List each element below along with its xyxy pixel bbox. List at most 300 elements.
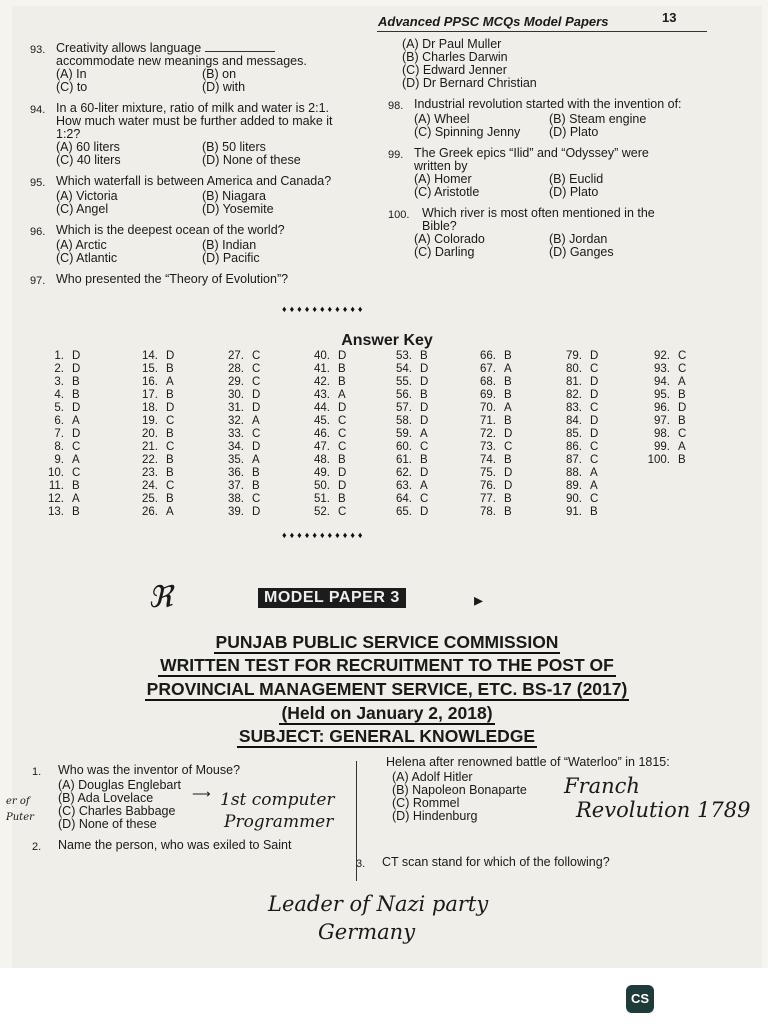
answer-key-number: 16. <box>142 376 158 388</box>
answer-key-letter: B <box>504 493 512 505</box>
answer-key-entry <box>466 389 518 402</box>
answer-key-entry <box>640 350 692 363</box>
answer-key-letter: C <box>338 428 347 440</box>
answer-key-letter: C <box>72 441 81 453</box>
answer-key-number: 56. <box>396 389 412 401</box>
header-rule <box>377 31 707 32</box>
answer-key-number: 46. <box>314 428 330 440</box>
answer-key-letter: B <box>166 467 174 479</box>
answer-key-entry <box>552 506 604 519</box>
answer-key-entry <box>466 428 518 441</box>
answer-key-letter: C <box>252 350 261 362</box>
answer-key-entry <box>382 363 434 376</box>
heading-held-on: (Held on January 2, 2018) <box>281 703 493 723</box>
answer-key-number: 73. <box>480 441 496 453</box>
answer-key-entry <box>214 363 266 376</box>
answer-key-entry <box>34 467 86 480</box>
answer-key-entry <box>382 376 434 389</box>
answer-key-letter: C <box>338 506 347 518</box>
answer-key-letter: C <box>72 467 81 479</box>
mp-q1-options: (A) Douglas Englebart (B) Ada Lovelace (C) Charles Babbage (D) None of these <box>58 778 181 831</box>
answer-key-entry <box>640 363 692 376</box>
answer-key-letter: B <box>252 467 260 479</box>
answer-key-number: 87. <box>566 454 582 466</box>
answer-key-entry <box>552 363 604 376</box>
heading-commission: PUNJAB PUBLIC SERVICE COMMISSION <box>215 632 559 652</box>
answer-key-entry <box>214 506 266 519</box>
answer-key-number: 41. <box>314 363 330 375</box>
answer-key-letter: D <box>338 350 347 362</box>
answer-key-letter: C <box>252 376 261 388</box>
handwriting-programmer: Programmer <box>224 812 334 832</box>
answer-key-number: 93. <box>654 363 670 375</box>
answer-key-entry <box>552 428 604 441</box>
answer-key-entry <box>382 402 434 415</box>
answer-key-entry <box>128 350 180 363</box>
answer-key-entry <box>300 428 352 441</box>
answer-key-entry <box>214 441 266 454</box>
answer-key-entry <box>214 454 266 467</box>
answer-key-title: Answer Key <box>341 332 433 349</box>
answer-key-number: 9. <box>54 454 64 466</box>
answer-key-letter: D <box>252 506 261 518</box>
answer-key-entry <box>300 363 352 376</box>
answer-key-number: 60. <box>396 441 412 453</box>
answer-key-number: 31. <box>228 402 244 414</box>
answer-key-number: 74. <box>480 454 496 466</box>
answer-key-entry <box>466 363 518 376</box>
answer-key-number: 70. <box>480 402 496 414</box>
answer-key-letter: C <box>338 441 347 453</box>
answer-key-entry <box>382 389 434 402</box>
book-title: Advanced PPSC MCQs Model Papers <box>378 14 609 29</box>
answer-key-number: 37. <box>228 480 244 492</box>
answer-key-letter: B <box>678 389 686 401</box>
answer-key-letter: A <box>338 389 346 401</box>
pen-mark-flag: ▸ <box>474 590 484 611</box>
question-93: 93. Creativity allows language accommodate new meanings and messages. (A) In (B) on (C) to (D) with <box>30 42 348 94</box>
answer-key-letter: D <box>590 350 599 362</box>
answer-key-entry <box>214 493 266 506</box>
answer-key-entry <box>552 376 604 389</box>
answer-key-entry <box>214 480 266 493</box>
question-99: 99. The Greek epics “Ilid” and “Odyssey” were written by (A) Homer (B) Euclid (C) Aristotle (D) Plato <box>388 147 684 199</box>
handwriting-french: Franch <box>564 774 640 798</box>
answer-key-letter: A <box>420 428 428 440</box>
answer-key-entry <box>128 363 180 376</box>
answer-key-letter: D <box>72 428 81 440</box>
answer-key-letter: A <box>678 441 686 453</box>
answer-key-letter: C <box>504 441 513 453</box>
answer-key-column <box>466 350 518 519</box>
answer-key-number: 96. <box>654 402 670 414</box>
answer-key-letter: A <box>252 415 260 427</box>
handwriting-nazi-leader: Leader of Nazi party <box>268 892 489 916</box>
answer-key-entry <box>382 467 434 480</box>
answer-key-number: 13. <box>48 506 64 518</box>
handwriting-germany: Germany <box>318 920 416 944</box>
answer-key-letter: B <box>338 363 346 375</box>
answer-key-entry <box>34 506 86 519</box>
answer-key-letter: B <box>678 415 686 427</box>
answer-key-letter: A <box>420 480 428 492</box>
mp-question-3: 3. CT scan stand for which of the following? <box>356 855 610 870</box>
answer-key-letter: D <box>252 389 261 401</box>
answer-key-letter: B <box>166 363 174 375</box>
answer-key-entry <box>34 454 86 467</box>
pen-arrow-1: ⟶ <box>192 786 211 801</box>
answer-key-letter: C <box>252 428 261 440</box>
answer-key-entry <box>552 467 604 480</box>
answer-key-grid <box>34 350 734 525</box>
answer-key-letter: B <box>72 506 80 518</box>
answer-key-number: 76. <box>480 480 496 492</box>
heading-written-test: WRITTEN TEST FOR RECRUITMENT TO THE POST OF <box>160 655 614 675</box>
answer-key-letter: C <box>590 402 599 414</box>
answer-key-entry <box>214 389 266 402</box>
answer-key-number: 53. <box>396 350 412 362</box>
heading-subject: SUBJECT: GENERAL KNOWLEDGE <box>238 726 536 746</box>
answer-key-letter: A <box>590 467 598 479</box>
answer-key-number: 95. <box>654 389 670 401</box>
answer-key-column <box>382 350 434 519</box>
answer-key-entry <box>382 480 434 493</box>
answer-key-number: 22. <box>142 454 158 466</box>
answer-key-entry <box>552 350 604 363</box>
answer-key-letter: B <box>166 389 174 401</box>
answer-key-entry <box>382 428 434 441</box>
answer-key-letter: D <box>590 376 599 388</box>
answer-key-entry <box>34 441 86 454</box>
answer-key-entry <box>640 441 692 454</box>
question-95: 95. Which waterfall is between America and Canada? (A) Victoria (B) Niagara (C) Angel (D) Yosemite <box>30 175 348 216</box>
handwriting-first-computer: 1st computer <box>220 790 335 810</box>
answer-key-number: 36. <box>228 467 244 479</box>
answer-key-letter: A <box>504 402 512 414</box>
answer-key-entry <box>640 389 692 402</box>
answer-key-number: 24. <box>142 480 158 492</box>
answer-key-letter: D <box>678 402 687 414</box>
answer-key-entry <box>34 415 86 428</box>
answer-key-number: 71. <box>480 415 496 427</box>
answer-key-letter: C <box>252 493 261 505</box>
answer-key-entry <box>466 506 518 519</box>
answer-key-number: 61. <box>396 454 412 466</box>
answer-key-letter: C <box>166 480 175 492</box>
answer-key-letter: C <box>678 363 687 375</box>
answer-key-column <box>640 350 692 467</box>
answer-key-letter: D <box>504 467 513 479</box>
answer-key-letter: C <box>166 441 175 453</box>
answer-key-number: 83. <box>566 402 582 414</box>
answer-key-number: 42. <box>314 376 330 388</box>
answer-key-number: 8. <box>54 441 64 453</box>
answer-key-letter: D <box>590 389 599 401</box>
answer-key-number: 45. <box>314 415 330 427</box>
answer-key-number: 27. <box>228 350 244 362</box>
answer-key-number: 43. <box>314 389 330 401</box>
q100-options: (A) Colorado (B) Jordan (C) Darling (D) Ganges <box>414 232 614 259</box>
answer-key-letter: B <box>72 376 80 388</box>
answer-key-letter: D <box>504 428 513 440</box>
answer-key-entry <box>34 389 86 402</box>
answer-key-letter: D <box>72 363 81 375</box>
section-divider-bottom: ♦♦♦♦♦♦♦♦♦♦♦ <box>282 530 366 540</box>
answer-key-letter: B <box>420 389 428 401</box>
answer-key-entry <box>128 376 180 389</box>
answer-key-number: 78. <box>480 506 496 518</box>
answer-key-entry <box>214 415 266 428</box>
answer-key-number: 86. <box>566 441 582 453</box>
answer-key-entry <box>128 402 180 415</box>
answer-key-letter: B <box>504 454 512 466</box>
answer-key-number: 30. <box>228 389 244 401</box>
answer-key-number: 49. <box>314 467 330 479</box>
answer-key-letter: C <box>420 441 429 453</box>
answer-key-column <box>552 350 604 519</box>
answer-key-number: 92. <box>654 350 670 362</box>
answer-key-entry <box>300 402 352 415</box>
answer-key-number: 14. <box>142 350 158 362</box>
answer-key-entry <box>214 376 266 389</box>
handwriting-margin-1: er of <box>6 796 30 807</box>
mp-question-1: 1. Who was the inventor of Mouse? (A) Douglas Englebart (B) Ada Lovelace (C) Charles Babbage (D) None of these 2. Name the person, who was exiled to Saint <box>32 764 352 854</box>
answer-key-letter: C <box>590 363 599 375</box>
answer-key-number: 58. <box>396 415 412 427</box>
answer-key-number: 18. <box>142 402 158 414</box>
answer-key-number: 23. <box>142 467 158 479</box>
answer-key-number: 66. <box>480 350 496 362</box>
answer-key-entry <box>466 350 518 363</box>
answer-key-number: 77. <box>480 493 496 505</box>
answer-key-letter: C <box>590 493 599 505</box>
answer-key-number: 67. <box>480 363 496 375</box>
answer-key-number: 69. <box>480 389 496 401</box>
mp-q2-options: (A) Adolf Hitler (B) Napoleon Bonaparte (C) Rommel (D) Hindenburg <box>392 770 527 823</box>
answer-key-entry <box>640 376 692 389</box>
answer-key-number: 25. <box>142 493 158 505</box>
answer-key-entry <box>382 441 434 454</box>
answer-key-letter: D <box>72 350 81 362</box>
answer-key-entry <box>34 402 86 415</box>
answer-key-number: 19. <box>142 415 158 427</box>
answer-key-number: 79. <box>566 350 582 362</box>
answer-key-letter: B <box>166 454 174 466</box>
answer-key-letter: D <box>166 350 175 362</box>
answer-key-letter: B <box>338 493 346 505</box>
answer-key-number: 44. <box>314 402 330 414</box>
answer-key-number: 85. <box>566 428 582 440</box>
answer-key-column <box>34 350 86 519</box>
answer-key-column <box>300 350 352 519</box>
answer-key-letter: B <box>504 389 512 401</box>
answer-key-letter: D <box>590 428 599 440</box>
answer-key-letter: B <box>678 454 686 466</box>
answer-key-number: 64. <box>396 493 412 505</box>
answer-key-letter: C <box>678 350 687 362</box>
answer-key-entry <box>552 402 604 415</box>
answer-key-letter: B <box>504 350 512 362</box>
answer-key-entry <box>300 350 352 363</box>
answer-key-letter: D <box>166 402 175 414</box>
answer-key-number: 89. <box>566 480 582 492</box>
answer-key-letter: B <box>504 415 512 427</box>
answer-key-letter: D <box>504 480 513 492</box>
answer-key-number: 33. <box>228 428 244 440</box>
answer-key-entry <box>382 506 434 519</box>
model-paper-banner: MODEL PAPER 3 <box>258 588 406 608</box>
heading-pms: PROVINCIAL MANAGEMENT SERVICE, ETC. BS-17 (2017) <box>146 679 628 699</box>
answer-key-entry <box>382 350 434 363</box>
answer-key-number: 94. <box>654 376 670 388</box>
answer-key-number: 40. <box>314 350 330 362</box>
answer-key-entry <box>466 480 518 493</box>
answer-key-letter: B <box>420 350 428 362</box>
answer-key-number: 90. <box>566 493 582 505</box>
answer-key-letter: A <box>504 363 512 375</box>
answer-key-letter: B <box>420 454 428 466</box>
answer-key-number: 17. <box>142 389 158 401</box>
answer-key-letter: D <box>420 402 429 414</box>
answer-key-number: 59. <box>396 428 412 440</box>
question-100: 100. Which river is most often mentioned in the Bible? (A) Colorado (B) Jordan (C) Darling (D) Ganges <box>388 207 684 259</box>
answer-key-letter: B <box>166 493 174 505</box>
answer-key-entry <box>34 493 86 506</box>
answer-key-entry <box>466 376 518 389</box>
answer-key-letter: B <box>504 376 512 388</box>
pen-mark-squiggle: ℜ <box>148 580 173 615</box>
mp-question-2-continued: Helena after renowned battle of “Waterloo” in 1815: (A) Adolf Hitler (B) Napoleon Bonaparte (C) Rommel (D) Hindenburg <box>386 756 686 823</box>
answer-key-entry <box>300 441 352 454</box>
answer-key-letter: C <box>590 454 599 466</box>
answer-key-entry <box>34 363 86 376</box>
answer-key-entry <box>214 350 266 363</box>
left-question-column <box>30 42 348 296</box>
answer-key-number: 63. <box>396 480 412 492</box>
answer-key-number: 55. <box>396 376 412 388</box>
answer-key-entry <box>300 493 352 506</box>
answer-key-letter: C <box>166 415 175 427</box>
answer-key-entry <box>552 480 604 493</box>
answer-key-number: 7. <box>54 428 64 440</box>
answer-key-entry <box>300 467 352 480</box>
answer-key-letter: D <box>338 467 347 479</box>
answer-key-number: 48. <box>314 454 330 466</box>
answer-key-entry <box>128 493 180 506</box>
answer-key-entry <box>382 493 434 506</box>
answer-key-letter: B <box>72 389 80 401</box>
answer-key-number: 5. <box>54 402 64 414</box>
q93-options: (A) In (B) on (C) to (D) with <box>56 67 246 94</box>
answer-key-letter: D <box>420 363 429 375</box>
answer-key-letter: B <box>338 454 346 466</box>
answer-key-letter: A <box>72 493 80 505</box>
answer-key-letter: B <box>504 506 512 518</box>
answer-key-letter: C <box>420 493 429 505</box>
answer-key-number: 54. <box>396 363 412 375</box>
answer-key-entry <box>214 467 266 480</box>
answer-key-number: 52. <box>314 506 330 518</box>
answer-key-entry <box>382 415 434 428</box>
answer-key-column <box>214 350 266 519</box>
answer-key-letter: A <box>72 454 80 466</box>
answer-key-number: 4. <box>54 389 64 401</box>
answer-key-entry <box>128 389 180 402</box>
answer-key-letter: D <box>252 441 261 453</box>
answer-key-column <box>128 350 180 519</box>
answer-key-letter: B <box>166 428 174 440</box>
answer-key-entry <box>34 376 86 389</box>
answer-key-entry <box>128 454 180 467</box>
answer-key-number: 51. <box>314 493 330 505</box>
answer-key-letter: D <box>420 467 429 479</box>
answer-key-letter: C <box>252 363 261 375</box>
answer-key-entry <box>128 441 180 454</box>
answer-key-number: 2. <box>54 363 64 375</box>
answer-key-number: 1. <box>54 350 64 362</box>
scanned-page <box>6 6 762 968</box>
answer-key-letter: D <box>420 376 429 388</box>
answer-key-entry <box>466 402 518 415</box>
answer-key-number: 21. <box>142 441 158 453</box>
answer-key-entry <box>300 389 352 402</box>
answer-key-entry <box>300 506 352 519</box>
q99-options: (A) Homer (B) Euclid (C) Aristotle (D) Plato <box>414 172 604 199</box>
question-98: 98. Industrial revolution started with the invention of: (A) Wheel (B) Steam engine (C) Spinning Jenny (D) Plato <box>388 98 684 139</box>
answer-key-letter: D <box>72 402 81 414</box>
camscanner-logo: CS <box>626 985 654 1013</box>
answer-key-entry <box>300 415 352 428</box>
answer-key-number: 10. <box>48 467 64 479</box>
answer-key-letter: A <box>72 415 80 427</box>
answer-key-number: 91. <box>566 506 582 518</box>
answer-key-number: 34. <box>228 441 244 453</box>
answer-key-letter: D <box>338 402 347 414</box>
answer-key-letter: B <box>252 480 260 492</box>
answer-key-letter: A <box>166 376 174 388</box>
answer-key-letter: D <box>420 415 429 427</box>
answer-key-entry <box>466 467 518 480</box>
answer-key-entry <box>552 389 604 402</box>
answer-key-number: 6. <box>54 415 64 427</box>
answer-key-letter: D <box>338 480 347 492</box>
page-number: 13 <box>662 10 677 25</box>
answer-key-entry <box>128 506 180 519</box>
answer-key-number: 97. <box>654 415 670 427</box>
answer-key-entry <box>466 441 518 454</box>
answer-key-number: 50. <box>314 480 330 492</box>
answer-key-entry <box>552 493 604 506</box>
q96-options: (A) Arctic (B) Indian (C) Atlantic (D) Pacific <box>56 238 260 265</box>
answer-key-letter: A <box>252 454 260 466</box>
answer-key-letter: D <box>590 415 599 427</box>
answer-key-entry <box>640 402 692 415</box>
question-94: 94. In a 60-liter mixture, ratio of milk and water is 2:1. How much water must be further added to make it 1:2? (A) 60 liters (B) 50 liters (C) 40 liters (D) None of these <box>30 102 348 167</box>
section-divider-top: ♦♦♦♦♦♦♦♦♦♦♦ <box>282 304 366 314</box>
answer-key-entry <box>128 428 180 441</box>
answer-key-entry <box>552 415 604 428</box>
answer-key-letter: B <box>72 480 80 492</box>
answer-key-number: 47. <box>314 441 330 453</box>
answer-key-number: 20. <box>142 428 158 440</box>
answer-key-entry <box>640 428 692 441</box>
answer-key-entry <box>466 454 518 467</box>
answer-key-number: 81. <box>566 376 582 388</box>
answer-key-entry <box>466 415 518 428</box>
answer-key-entry <box>214 402 266 415</box>
answer-key-number: 68. <box>480 376 496 388</box>
answer-key-entry <box>552 441 604 454</box>
